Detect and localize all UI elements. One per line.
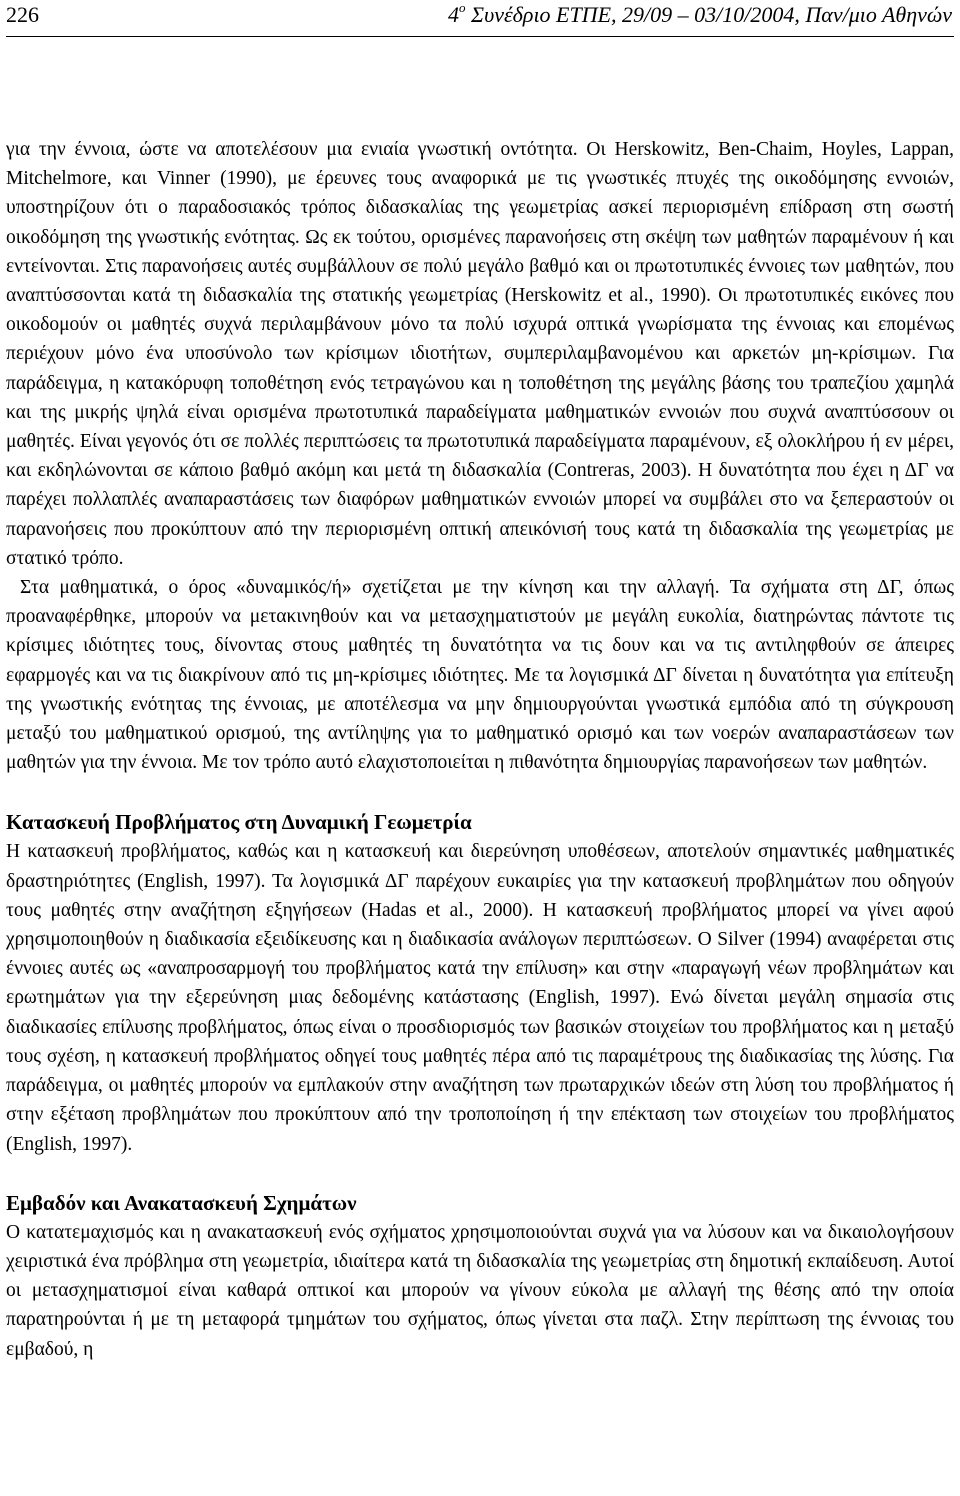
page-number: 226 bbox=[6, 2, 39, 27]
running-head bbox=[6, 0, 954, 37]
section-paragraph-problem-posing: Η κατασκευή προβλήματος, καθώς και η κατασκευή και διερεύνηση υποθέσεων, αποτελούν σημαντικές μαθηματικές δραστηριότητες (English, 1997). Τα λογισμικά ΔΓ παρέχουν ευκαιρίες για την κατασκευή προβλημάτων που οδηγούν τους μαθητές στην αναζήτηση εξηγήσεων (Hadas et al., 2000). Η κατασκευή προβλήματος μπορεί να γίνει αφού χρησιμοποιηθούν η διαδικασία εξειδίκευσης και η διαδικασία ανάλογων περιπτώσεων. Ο Silver (1994) αναφέρεται στις έννοιες αυτές ως «αναπροσαρμογή του προβλήματος κατά την επίλυση» και στην «παραγωγή νέων προβλημάτων και ερωτημάτων για την εξερεύνηση μιας δεδομένης κατάστασης (English, 1997). Ενώ δίνεται μεγάλη σημασία στις διαδικασίες επίλυσης προβλήματος, όπως είναι ο προσδιορισμός των βασικών στοιχείων του προβλήματος και η μεταξύ τους σχέση, η κατασκευή προβλήματος οδηγεί τους μαθητές πέρα από τις παραμέτρους της διαδικασίας της λύσης. Για παράδειγμα, οι μαθητές μπορούν να εμπλακούν στην αναζήτηση των πρωταρχικών ιδεών στη λύση του προβλήματος ή στην εξέταση προβλημάτων που προκύπτουν από την τροποποίηση ή την επέκταση των στοιχείων του προβλήματος (English, 1997). bbox=[6, 841, 954, 1155]
paragraph-continuation: για την έννοια, ώστε να αποτελέσουν μια ενιαία γνωστική οντότητα. Οι Herskowitz, Ben-Chaim, Hoyles, Lappan, Mitchelmore, και Vinner (1990), με έρευνες τους αναφορικά με τις γνωστικές πτυχές της οικοδόμησης εννοιών, υποστηρίζουν ότι ο παραδοσιακός τρόπος διδασκαλίας της γεωμετρίας ασκεί περιορισμένη επίδραση στη σωστή οικοδόμηση της γνωστικής ενότητας. Ως εκ τούτου, ορισμένες παρανοήσεις στη σκέψη των μαθητών παραμένουν ή και εντείνονται. Στις παρανοήσεις αυτές συμβάλλουν σε πολύ μεγάλο βαθμό και οι πρωτοτυπικές έννοιες των μαθητών, που αναπτύσσονται κατά τη διδασκαλία της στατικής γεωμετρίας (Herskowitz et al., 1990). Οι πρωτοτυπικές εικόνες που οικοδομούν οι μαθητές συχνά περιλαμβάνουν μόνο τα πολύ ισχυρά οπτικά γνωρίσματα της έννοιας και επομένως περιέχουν μόνο ένα υποσύνολο των κρίσιμων ιδιοτήτων, συμπεριλαμβανομένου και αρκετών μη-κρίσιμων. Για παράδειγμα, η κατακόρυφη τοποθέτηση ενός τετραγώνου και η τοποθέτηση της μεγάλης βάσης του τραπεζίου χαμηλά και της μικρής ψηλά είναι ορισμένα πρωτοτυπικά παραδείγματα μαθηματικών εννοιών που συχνά αναπτύσσουν οι μαθητές. Είναι γεγονός ότι σε πολλές περιπτώσεις τα πρωτοτυπικά παραδείγματα παραμένουν, εξ ολοκλήρου ή εν μέρει, και εκδηλώνονται σε κάποιο βαθμό ακόμη και μετά τη διδασκαλία (Contreras, 2003). Η δυνατότητα που έχει η ΔΓ να παρέχει πολλαπλές αναπαραστάσεις των διαφόρων μαθηματικών εννοιών μπορεί να συμβάλει στο να ξεπεραστούν οι παρανοήσεις που προκύπτουν από την περιορισμένη οπτική απεικόνισή τους κατά τη διδασκαλία της γεωμετρίας με στατικό τρόπο. bbox=[6, 139, 954, 569]
paragraph-dynamic: Στα μαθηματικά, ο όρος «δυναμικός/ή» σχετίζεται με την κίνηση και την αλλαγή. Τα σχήματα στη ΔΓ, όπως προαναφέρθηκε, μπορούν να μετακινηθούν και να μετασχηματιστούν με μεγάλη ευκολία, διατηρώντας πάντοτε τις κρίσιμες ιδιότητες τους, δίνοντας στους μαθητές τη δυνατότητα να τις δουν και να τις αντιληφθούν σε άπειρες εφαρμογές και να τις διακρίνουν από τις μη-κρίσιμες ιδιότητες. Με τα λογισμικά ΔΓ δίνεται η δυνατότητα για επίτευξη της γνωστικής ενότητας της έννοιας, με αποτέλεσμα να μην δημιουργούνται γνωστικά εμπόδια από τη σύγκρουση μεταξύ του μαθηματικού ορισμού, της αντίληψης για το μαθηματικό ορισμό και των νοερών αναπαραστάσεων των μαθητών για την έννοια. Με τον τρόπο αυτό ελαχιστοποιείται η πιθανότητα δημιουργίας παρανοήσεων των μαθητών. bbox=[6, 577, 954, 774]
conference-title-text: Συνέδριο ΕΤΠΕ, 29/09 – 03/10/2004, Παν/μιο Αθηνών bbox=[465, 2, 952, 27]
section-heading-area: Εμβαδόν και Ανακατασκευή Σχημάτων bbox=[6, 1190, 357, 1215]
page bbox=[6, 0, 954, 1364]
section-paragraph-area: Ο κατατεμαχισμός και η ανακατασκευή ενός σχήματος χρησιμοποιούνται συχνά για να λύσουν και να δικαιολογήσουν χειριστικά ένα πρόβλημα στη γεωμετρία, ιδιαίτερα κατά τη διδασκαλία της γεωμετρίας στη δημοτική εκπαίδευση. Αυτοί οι μετασχηματισμοί είναι καθαρά οπτικοί και μπορούν να γίνουν εύκολα με αλλαγή της θέσης από την οποία παρατηρούνται ή με τη μεταφορά τμημάτων του σχήματος, όπως γίνεται στα παζλ. Στην περίπτωση της έννοιας του εμβαδού, η bbox=[6, 1221, 954, 1360]
body-text bbox=[6, 135, 954, 1364]
section-heading-problem-posing: Κατασκευή Προβλήματος στη Δυναμική Γεωμετρία bbox=[6, 810, 472, 835]
conference-ordinal: 4 bbox=[448, 2, 460, 27]
conference-ordinal-suffix: ο bbox=[459, 0, 466, 15]
conference-title bbox=[448, 2, 952, 28]
